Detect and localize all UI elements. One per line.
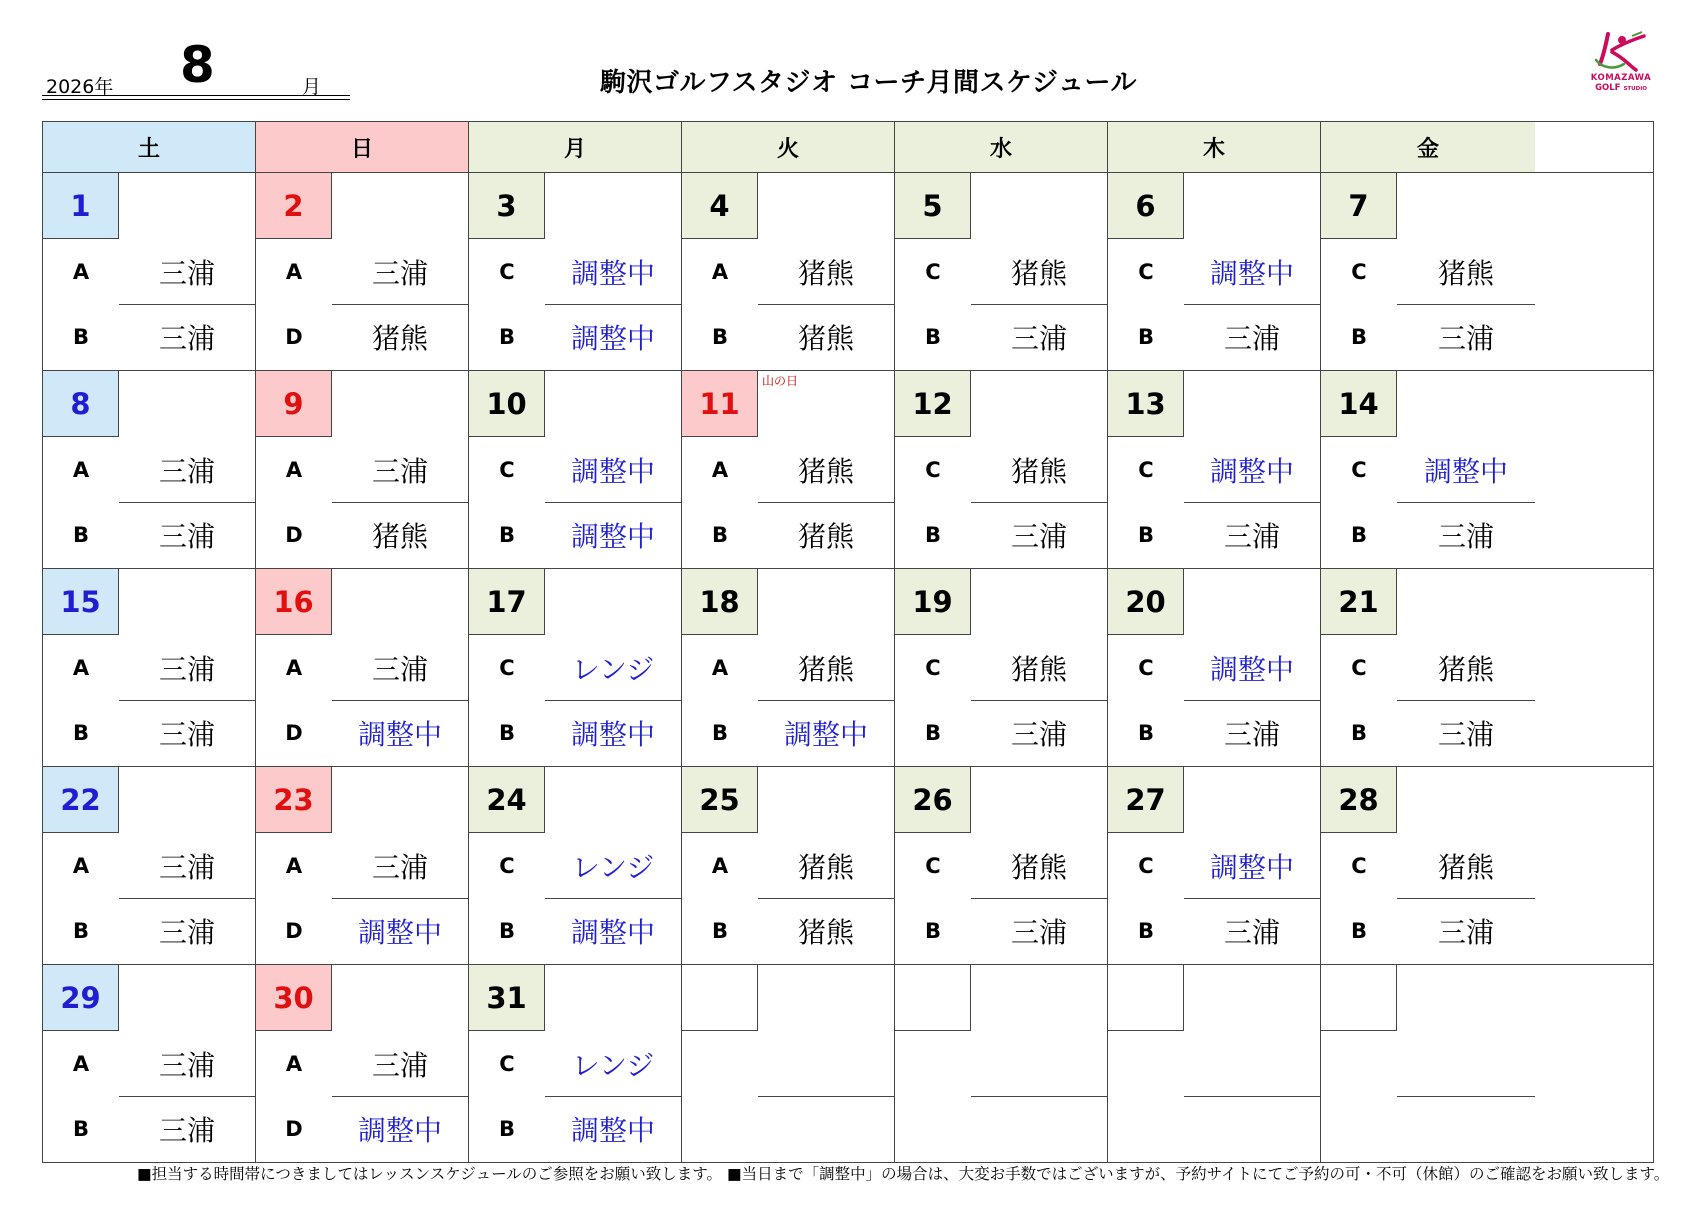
day-cell (256, 767, 469, 964)
year-label: 2026年 (46, 76, 114, 98)
weekday-header-5: 木 (1108, 122, 1321, 172)
slot-coach-name: 猪熊 (1437, 850, 1494, 884)
slot-coach-name: 猪熊 (1010, 652, 1067, 686)
slot-coach-name: レンジ (571, 850, 655, 884)
slot-bay-letter: C (1351, 457, 1367, 482)
weekday-header-6: 金 (1321, 122, 1535, 172)
slot-bay-letter: B (711, 918, 728, 943)
slot-bay-letter: C (1351, 655, 1367, 680)
coach-slot (256, 502, 468, 567)
slot-coach-name: 猪熊 (797, 850, 854, 884)
date-number: 26 (895, 767, 971, 833)
slot-bay-letter: A (285, 1051, 303, 1076)
week-row (43, 569, 1653, 767)
slot-bay-letter: C (1138, 259, 1154, 284)
logo-text-golf-studio: GOLF STUDIO (1595, 83, 1647, 93)
coach-slot (43, 1031, 255, 1096)
day-cell (256, 569, 469, 766)
slot-bay-letter: D (285, 324, 303, 349)
slot-coach-name: 三浦 (371, 652, 428, 686)
coach-slot (1108, 898, 1320, 963)
date-number: 10 (469, 371, 545, 437)
slot-coach-name: 調整中 (357, 1113, 442, 1147)
slot-coach-name: 三浦 (371, 454, 428, 488)
date-number (1321, 965, 1397, 1031)
date-number: 5 (895, 173, 971, 239)
day-cell (469, 569, 682, 766)
coach-slot (1108, 502, 1320, 567)
slot-bay-letter: A (72, 853, 90, 878)
date-number: 4 (682, 173, 758, 239)
slot-bay-letter: B (1137, 324, 1154, 349)
date-number: 16 (256, 569, 332, 635)
coach-slot (469, 304, 681, 369)
slot-bay-letter: B (711, 522, 728, 547)
slot-coach-name: 三浦 (158, 1048, 215, 1082)
day-cell (469, 173, 682, 370)
slot-coach-name: 三浦 (1223, 519, 1280, 553)
slot-bay-letter: D (285, 522, 303, 547)
slot-bay-letter: C (1138, 457, 1154, 482)
date-number: 1 (43, 173, 119, 239)
holiday-label: 山の日 (762, 374, 799, 388)
coach-slot (43, 700, 255, 765)
slot-bay-letter: B (924, 720, 941, 745)
slot-coach-name: 猪熊 (797, 519, 854, 553)
coach-slot (43, 304, 255, 369)
date-number: 2 (256, 173, 332, 239)
coach-slot (469, 1031, 681, 1096)
coach-slot (256, 898, 468, 963)
slot-bay-letter: B (1350, 324, 1367, 349)
coach-slot (43, 635, 255, 700)
weekday-header-3: 火 (682, 122, 895, 172)
slot-bay-letter: B (924, 522, 941, 547)
day-cell (1108, 767, 1321, 964)
slot-bay-letter: C (925, 853, 941, 878)
slot-coach-name: 三浦 (158, 519, 215, 553)
slot-coach-name: 三浦 (158, 1113, 215, 1147)
date-number: 14 (1321, 371, 1397, 437)
slot-coach-name: 調整中 (1209, 652, 1294, 686)
coach-slot (1108, 635, 1320, 700)
slot-bay-letter: B (72, 720, 89, 745)
slot-coach-name: 三浦 (1010, 519, 1067, 553)
coach-slot (895, 502, 1107, 567)
day-cell (256, 371, 469, 568)
weekday-header-row (43, 122, 1653, 173)
slot-divider (758, 1096, 894, 1097)
slot-coach-name: 調整中 (1209, 256, 1294, 290)
coach-slot (469, 833, 681, 898)
day-cell (895, 965, 1108, 1162)
slot-bay-letter: B (72, 522, 89, 547)
coach-slot (682, 700, 894, 765)
slot-coach-name: 猪熊 (797, 321, 854, 355)
coach-slot (895, 635, 1107, 700)
slot-coach-name: 調整中 (570, 321, 655, 355)
day-cell (43, 767, 256, 964)
slot-bay-letter: C (925, 259, 941, 284)
slot-coach-name: 調整中 (570, 717, 655, 751)
coach-slot (682, 502, 894, 567)
slot-bay-letter: B (72, 918, 89, 943)
coach-slot (1108, 700, 1320, 765)
slot-bay-letter: B (711, 324, 728, 349)
slot-bay-letter: A (285, 655, 303, 680)
slot-coach-name: 猪熊 (797, 256, 854, 290)
slot-bay-letter: C (499, 457, 515, 482)
slot-coach-name: 猪熊 (797, 915, 854, 949)
date-number: 27 (1108, 767, 1184, 833)
slot-coach-name: 猪熊 (371, 321, 428, 355)
coach-slot (256, 437, 468, 502)
slot-bay-letter: C (1138, 853, 1154, 878)
slot-bay-letter: B (498, 522, 515, 547)
header-underline-double (42, 99, 350, 100)
slot-bay-letter: C (1138, 655, 1154, 680)
slot-coach-name: 猪熊 (371, 519, 428, 553)
slot-coach-name: 調整中 (570, 256, 655, 290)
slot-coach-name: 三浦 (1437, 321, 1494, 355)
slot-coach-name: 三浦 (158, 652, 215, 686)
day-cell (682, 767, 895, 964)
day-cell (1321, 569, 1535, 766)
slot-coach-name: 三浦 (1010, 321, 1067, 355)
date-number: 25 (682, 767, 758, 833)
day-cell (1321, 371, 1535, 568)
slot-coach-name: 三浦 (158, 915, 215, 949)
coach-slot (1321, 635, 1535, 700)
coach-slot (256, 833, 468, 898)
day-cell (43, 173, 256, 370)
coach-slot (682, 304, 894, 369)
coach-slot (469, 635, 681, 700)
slot-bay-letter: B (1137, 522, 1154, 547)
coach-slot (43, 502, 255, 567)
slot-bay-letter: A (285, 259, 303, 284)
slot-bay-letter: B (1350, 720, 1367, 745)
slot-bay-letter: B (72, 324, 89, 349)
slot-bay-letter: A (285, 457, 303, 482)
slot-coach-name: 三浦 (158, 717, 215, 751)
slot-bay-letter: B (498, 720, 515, 745)
date-number: 15 (43, 569, 119, 635)
date-number: 18 (682, 569, 758, 635)
date-number: 13 (1108, 371, 1184, 437)
slot-coach-name: 調整中 (570, 519, 655, 553)
coach-slot (43, 239, 255, 304)
date-number: 31 (469, 965, 545, 1031)
date-number: 21 (1321, 569, 1397, 635)
slot-bay-letter: D (285, 918, 303, 943)
coach-slot (43, 833, 255, 898)
slot-coach-name: 猪熊 (1010, 850, 1067, 884)
slot-coach-name: 三浦 (1223, 321, 1280, 355)
date-number: 28 (1321, 767, 1397, 833)
weekday-header-1: 日 (256, 122, 469, 172)
day-cell (1108, 965, 1321, 1162)
slot-coach-name: 調整中 (1209, 454, 1294, 488)
slot-bay-letter: B (1350, 918, 1367, 943)
slot-coach-name: 調整中 (1423, 454, 1508, 488)
coach-slot (469, 898, 681, 963)
slot-bay-letter: A (285, 853, 303, 878)
day-cell (43, 371, 256, 568)
header-underline (42, 95, 350, 96)
coach-slot (682, 239, 894, 304)
day-cell (895, 569, 1108, 766)
slot-divider (1184, 1096, 1320, 1097)
slot-bay-letter: B (72, 1116, 89, 1141)
slot-bay-letter: A (72, 457, 90, 482)
slot-bay-letter: B (924, 918, 941, 943)
day-cell (1321, 965, 1535, 1162)
date-number: 3 (469, 173, 545, 239)
date-number: 7 (1321, 173, 1397, 239)
slot-bay-letter: C (499, 853, 515, 878)
slot-coach-name: 調整中 (357, 717, 442, 751)
slot-bay-letter: B (498, 324, 515, 349)
slot-coach-name: 猪熊 (1437, 256, 1494, 290)
coach-slot (895, 833, 1107, 898)
day-cell (682, 173, 895, 370)
slot-coach-name: 猪熊 (1010, 256, 1067, 290)
coach-slot (895, 437, 1107, 502)
slot-coach-name: 調整中 (357, 915, 442, 949)
slot-coach-name: 三浦 (1010, 717, 1067, 751)
slot-divider (1397, 1096, 1535, 1097)
coach-slot (1108, 304, 1320, 369)
slot-coach-name: 三浦 (1010, 915, 1067, 949)
slot-coach-name: 三浦 (1437, 519, 1494, 553)
day-cell (1321, 173, 1535, 370)
date-number: 30 (256, 965, 332, 1031)
slot-bay-letter: A (711, 853, 729, 878)
coach-slot (682, 437, 894, 502)
coach-slot (1321, 502, 1535, 567)
footer-note: ■担当する時間帯につきましてはレッスンスケジュールのご参照をお願い致します。 ■当日まで「調整中」の場合は、大変お手数ではございますが、予約サイトにてご予約の可・不可（休館）のご確認をお願い致します。 (137, 1165, 1670, 1183)
date-number: 8 (43, 371, 119, 437)
slot-divider (971, 1096, 1107, 1097)
day-cell (895, 173, 1108, 370)
slot-bay-letter: A (711, 457, 729, 482)
slot-bay-letter: A (72, 1051, 90, 1076)
coach-slot (1321, 898, 1535, 963)
coach-slot (1321, 700, 1535, 765)
slot-bay-letter: B (1350, 522, 1367, 547)
slot-bay-letter: C (1351, 259, 1367, 284)
coach-slot (682, 833, 894, 898)
slot-coach-name: 三浦 (371, 1048, 428, 1082)
coach-slot (43, 1096, 255, 1161)
day-cell (469, 965, 682, 1162)
coach-slot (256, 304, 468, 369)
day-cell (1108, 173, 1321, 370)
day-cell (682, 371, 895, 568)
slot-bay-letter: B (711, 720, 728, 745)
coach-slot (682, 898, 894, 963)
date-number: 17 (469, 569, 545, 635)
coach-slot (469, 502, 681, 567)
slot-coach-name: 三浦 (371, 850, 428, 884)
date-number (1108, 965, 1184, 1031)
coach-slot (1321, 304, 1535, 369)
date-number: 22 (43, 767, 119, 833)
weekday-header-0: 土 (43, 122, 256, 172)
coach-slot (1321, 833, 1535, 898)
coach-slot (256, 700, 468, 765)
slot-bay-letter: D (285, 1116, 303, 1141)
slot-coach-name: 調整中 (1209, 850, 1294, 884)
coach-slot (1108, 833, 1320, 898)
coach-slot (469, 437, 681, 502)
date-number: 6 (1108, 173, 1184, 239)
date-number (682, 965, 758, 1031)
slot-coach-name: 調整中 (783, 717, 868, 751)
day-cell (469, 371, 682, 568)
slot-bay-letter: C (925, 457, 941, 482)
slot-bay-letter: A (72, 655, 90, 680)
slot-coach-name: 三浦 (158, 321, 215, 355)
coach-slot (895, 239, 1107, 304)
date-number: 19 (895, 569, 971, 635)
coach-slot (256, 239, 468, 304)
date-number: 29 (43, 965, 119, 1031)
day-cell (895, 767, 1108, 964)
day-cell (682, 965, 895, 1162)
slot-bay-letter: B (1137, 720, 1154, 745)
coach-slot (469, 700, 681, 765)
date-number: 12 (895, 371, 971, 437)
day-cell (43, 965, 256, 1162)
coach-slot (895, 304, 1107, 369)
slot-coach-name: 猪熊 (797, 454, 854, 488)
day-cell (1321, 767, 1535, 964)
slot-bay-letter: C (499, 655, 515, 680)
slot-bay-letter: A (711, 655, 729, 680)
slot-coach-name: レンジ (571, 1048, 655, 1082)
schedule-calendar (42, 121, 1654, 1163)
coach-slot (1321, 239, 1535, 304)
coach-slot (469, 239, 681, 304)
slot-coach-name: 調整中 (570, 454, 655, 488)
day-cell (1108, 569, 1321, 766)
slot-bay-letter: B (498, 918, 515, 943)
date-number: 11 (682, 371, 758, 437)
slot-coach-name: 猪熊 (797, 652, 854, 686)
slot-bay-letter: C (925, 655, 941, 680)
week-row (43, 767, 1653, 965)
slot-bay-letter: C (499, 259, 515, 284)
slot-coach-name: 三浦 (158, 256, 215, 290)
slot-coach-name: 三浦 (158, 454, 215, 488)
date-number: 9 (256, 371, 332, 437)
slot-bay-letter: C (1351, 853, 1367, 878)
weekday-header-2: 月 (469, 122, 682, 172)
slot-coach-name: 三浦 (1223, 717, 1280, 751)
slot-coach-name: 三浦 (158, 850, 215, 884)
date-number: 23 (256, 767, 332, 833)
slot-coach-name: 調整中 (570, 915, 655, 949)
date-number: 20 (1108, 569, 1184, 635)
day-cell (682, 569, 895, 766)
page-title: 駒沢ゴルフスタジオ コーチ月間スケジュール (600, 68, 1137, 98)
week-row (43, 173, 1653, 371)
day-cell (1108, 371, 1321, 568)
slot-coach-name: 三浦 (1437, 717, 1494, 751)
slot-bay-letter: A (711, 259, 729, 284)
week-row (43, 371, 1653, 569)
day-cell (256, 173, 469, 370)
day-cell (256, 965, 469, 1162)
logo-text-komazawa: KOMAZAWA (1590, 73, 1652, 83)
month-number: 8 (180, 36, 215, 94)
slot-coach-name: 猪熊 (1010, 454, 1067, 488)
weekday-header-4: 水 (895, 122, 1108, 172)
coach-slot (256, 1096, 468, 1161)
date-number: 24 (469, 767, 545, 833)
day-cell (43, 569, 256, 766)
slot-coach-name: 三浦 (371, 256, 428, 290)
coach-slot (1108, 437, 1320, 502)
day-cell (469, 767, 682, 964)
week-row (43, 965, 1653, 1162)
slot-bay-letter: B (924, 324, 941, 349)
month-unit-label: 月 (302, 76, 322, 98)
slot-coach-name: レンジ (571, 652, 655, 686)
slot-bay-letter: A (72, 259, 90, 284)
slot-bay-letter: D (285, 720, 303, 745)
coach-slot (682, 635, 894, 700)
coach-slot (256, 635, 468, 700)
slot-coach-name: 三浦 (1223, 915, 1280, 949)
coach-slot (43, 898, 255, 963)
day-cell (895, 371, 1108, 568)
coach-slot (256, 1031, 468, 1096)
slot-bay-letter: B (1137, 918, 1154, 943)
coach-slot (43, 437, 255, 502)
coach-slot (895, 898, 1107, 963)
coach-slot (1108, 239, 1320, 304)
slot-coach-name: 調整中 (570, 1113, 655, 1147)
slot-coach-name: 猪熊 (1437, 652, 1494, 686)
slot-bay-letter: B (498, 1116, 515, 1141)
coach-slot (469, 1096, 681, 1161)
slot-coach-name: 三浦 (1437, 915, 1494, 949)
slot-bay-letter: C (499, 1051, 515, 1076)
coach-slot (895, 700, 1107, 765)
coach-slot (1321, 437, 1535, 502)
date-number (895, 965, 971, 1031)
